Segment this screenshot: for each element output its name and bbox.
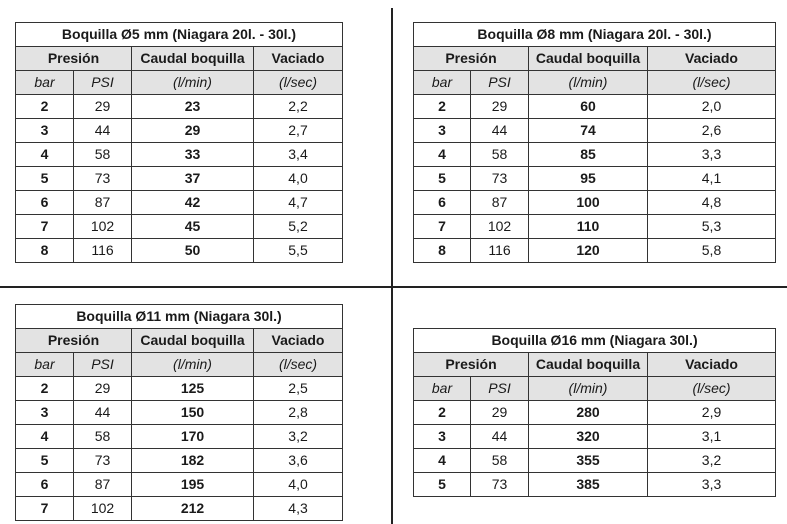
unit-row bbox=[414, 377, 776, 401]
empty-time-value: 4,8 bbox=[648, 191, 776, 215]
vaciado-header: Vaciado bbox=[648, 47, 776, 71]
unit-row bbox=[414, 71, 776, 95]
psi-value: 73 bbox=[74, 449, 132, 473]
bar-value: 6 bbox=[16, 473, 74, 497]
empty-time-value: 4,7 bbox=[254, 191, 343, 215]
unit-bar: bar bbox=[414, 71, 471, 95]
flow-value: 60 bbox=[529, 95, 648, 119]
vertical-divider bbox=[391, 8, 393, 524]
bar-value: 6 bbox=[16, 191, 74, 215]
psi-value: 73 bbox=[471, 473, 529, 497]
table-title: Boquilla Ø8 mm (Niagara 20l. - 30l.) bbox=[414, 23, 776, 47]
psi-value: 29 bbox=[74, 95, 132, 119]
psi-value: 87 bbox=[74, 473, 132, 497]
caudal-header: Caudal boquilla bbox=[132, 329, 254, 353]
bar-value: 3 bbox=[414, 119, 471, 143]
psi-value: 73 bbox=[74, 167, 132, 191]
table-row bbox=[414, 143, 776, 167]
table-row bbox=[16, 95, 343, 119]
psi-value: 116 bbox=[471, 239, 529, 263]
table-row bbox=[16, 239, 343, 263]
unit-bar: bar bbox=[414, 377, 471, 401]
bar-value: 3 bbox=[16, 401, 74, 425]
unit-psi: PSI bbox=[471, 71, 529, 95]
flow-value: 23 bbox=[132, 95, 254, 119]
bar-value: 4 bbox=[414, 143, 471, 167]
bar-value: 5 bbox=[414, 167, 471, 191]
table-row bbox=[16, 401, 343, 425]
bar-value: 8 bbox=[16, 239, 74, 263]
psi-value: 29 bbox=[74, 377, 132, 401]
empty-time-value: 2,0 bbox=[648, 95, 776, 119]
flow-value: 320 bbox=[529, 425, 648, 449]
unit-caudal: (l/min) bbox=[132, 71, 254, 95]
table-row bbox=[414, 473, 776, 497]
flow-value: 385 bbox=[529, 473, 648, 497]
empty-time-value: 5,8 bbox=[648, 239, 776, 263]
empty-time-value: 4,1 bbox=[648, 167, 776, 191]
empty-time-value: 3,6 bbox=[254, 449, 343, 473]
table-row bbox=[414, 425, 776, 449]
presion-header: Presión bbox=[16, 47, 132, 71]
bar-value: 7 bbox=[16, 215, 74, 239]
table-row bbox=[16, 143, 343, 167]
table-row bbox=[16, 425, 343, 449]
psi-value: 58 bbox=[471, 143, 529, 167]
table-row bbox=[414, 167, 776, 191]
psi-value: 102 bbox=[74, 215, 132, 239]
flow-value: 150 bbox=[132, 401, 254, 425]
empty-time-value: 3,2 bbox=[648, 449, 776, 473]
empty-time-value: 3,1 bbox=[648, 425, 776, 449]
nozzle-table-11mm bbox=[15, 304, 343, 521]
table-title: Boquilla Ø16 mm (Niagara 30l.) bbox=[414, 329, 776, 353]
empty-time-value: 5,2 bbox=[254, 215, 343, 239]
caudal-header: Caudal boquilla bbox=[529, 353, 648, 377]
presion-header: Presión bbox=[414, 47, 529, 71]
empty-time-value: 2,5 bbox=[254, 377, 343, 401]
table-row bbox=[16, 497, 343, 521]
bar-value: 7 bbox=[414, 215, 471, 239]
vaciado-header: Vaciado bbox=[254, 329, 343, 353]
unit-vaciado: (l/sec) bbox=[254, 71, 343, 95]
unit-psi: PSI bbox=[471, 377, 529, 401]
table-title-row bbox=[414, 329, 776, 353]
bar-value: 2 bbox=[414, 95, 471, 119]
table-row bbox=[414, 191, 776, 215]
psi-value: 116 bbox=[74, 239, 132, 263]
flow-value: 110 bbox=[529, 215, 648, 239]
unit-caudal: (l/min) bbox=[529, 377, 648, 401]
presion-header: Presión bbox=[16, 329, 132, 353]
unit-psi: PSI bbox=[74, 353, 132, 377]
nozzle-table-5mm bbox=[15, 22, 343, 263]
empty-time-value: 5,5 bbox=[254, 239, 343, 263]
table-row bbox=[16, 473, 343, 497]
empty-time-value: 2,2 bbox=[254, 95, 343, 119]
table-title: Boquilla Ø11 mm (Niagara 30l.) bbox=[16, 305, 343, 329]
flow-value: 42 bbox=[132, 191, 254, 215]
empty-time-value: 4,3 bbox=[254, 497, 343, 521]
psi-value: 102 bbox=[471, 215, 529, 239]
unit-vaciado: (l/sec) bbox=[254, 353, 343, 377]
bar-value: 4 bbox=[414, 449, 471, 473]
flow-value: 29 bbox=[132, 119, 254, 143]
unit-caudal: (l/min) bbox=[132, 353, 254, 377]
bar-value: 5 bbox=[414, 473, 471, 497]
bar-value: 6 bbox=[414, 191, 471, 215]
empty-time-value: 4,0 bbox=[254, 167, 343, 191]
nozzle-table-8mm bbox=[413, 22, 776, 263]
header-row bbox=[414, 47, 776, 71]
flow-value: 74 bbox=[529, 119, 648, 143]
table-row bbox=[414, 401, 776, 425]
unit-vaciado: (l/sec) bbox=[648, 377, 776, 401]
vaciado-header: Vaciado bbox=[648, 353, 776, 377]
psi-value: 44 bbox=[74, 401, 132, 425]
empty-time-value: 3,3 bbox=[648, 143, 776, 167]
bar-value: 7 bbox=[16, 497, 74, 521]
psi-value: 73 bbox=[471, 167, 529, 191]
psi-value: 102 bbox=[74, 497, 132, 521]
table-row bbox=[16, 167, 343, 191]
table-row bbox=[16, 377, 343, 401]
flow-value: 33 bbox=[132, 143, 254, 167]
empty-time-value: 2,7 bbox=[254, 119, 343, 143]
bar-value: 3 bbox=[414, 425, 471, 449]
empty-time-value: 2,8 bbox=[254, 401, 343, 425]
nozzle-table-16mm bbox=[413, 328, 776, 497]
flow-value: 37 bbox=[132, 167, 254, 191]
empty-time-value: 2,9 bbox=[648, 401, 776, 425]
psi-value: 44 bbox=[471, 119, 529, 143]
flow-value: 85 bbox=[529, 143, 648, 167]
horizontal-divider bbox=[0, 286, 787, 288]
table-row bbox=[16, 119, 343, 143]
table-title-row bbox=[16, 305, 343, 329]
psi-value: 29 bbox=[471, 401, 529, 425]
unit-row bbox=[16, 353, 343, 377]
header-row bbox=[414, 353, 776, 377]
bar-value: 2 bbox=[414, 401, 471, 425]
bar-value: 2 bbox=[16, 377, 74, 401]
table-row bbox=[414, 119, 776, 143]
psi-value: 58 bbox=[74, 143, 132, 167]
flow-value: 125 bbox=[132, 377, 254, 401]
unit-vaciado: (l/sec) bbox=[648, 71, 776, 95]
table-row bbox=[16, 191, 343, 215]
psi-value: 29 bbox=[471, 95, 529, 119]
unit-bar: bar bbox=[16, 71, 74, 95]
bar-value: 4 bbox=[16, 143, 74, 167]
flow-value: 182 bbox=[132, 449, 254, 473]
empty-time-value: 3,3 bbox=[648, 473, 776, 497]
unit-row bbox=[16, 71, 343, 95]
psi-value: 87 bbox=[74, 191, 132, 215]
flow-value: 170 bbox=[132, 425, 254, 449]
psi-value: 44 bbox=[74, 119, 132, 143]
presion-header: Presión bbox=[414, 353, 529, 377]
psi-value: 87 bbox=[471, 191, 529, 215]
table-row bbox=[16, 449, 343, 473]
flow-value: 45 bbox=[132, 215, 254, 239]
table-row bbox=[414, 95, 776, 119]
vaciado-header: Vaciado bbox=[254, 47, 343, 71]
bar-value: 3 bbox=[16, 119, 74, 143]
header-row bbox=[16, 47, 343, 71]
bar-value: 5 bbox=[16, 449, 74, 473]
flow-value: 355 bbox=[529, 449, 648, 473]
psi-value: 44 bbox=[471, 425, 529, 449]
bar-value: 2 bbox=[16, 95, 74, 119]
table-row bbox=[414, 239, 776, 263]
table-title-row bbox=[16, 23, 343, 47]
header-row bbox=[16, 329, 343, 353]
empty-time-value: 4,0 bbox=[254, 473, 343, 497]
table-title: Boquilla Ø5 mm (Niagara 20l. - 30l.) bbox=[16, 23, 343, 47]
flow-value: 280 bbox=[529, 401, 648, 425]
bar-value: 4 bbox=[16, 425, 74, 449]
unit-psi: PSI bbox=[74, 71, 132, 95]
empty-time-value: 2,6 bbox=[648, 119, 776, 143]
flow-value: 50 bbox=[132, 239, 254, 263]
flow-value: 195 bbox=[132, 473, 254, 497]
caudal-header: Caudal boquilla bbox=[529, 47, 648, 71]
table-row bbox=[414, 215, 776, 239]
psi-value: 58 bbox=[74, 425, 132, 449]
empty-time-value: 3,4 bbox=[254, 143, 343, 167]
flow-value: 120 bbox=[529, 239, 648, 263]
unit-caudal: (l/min) bbox=[529, 71, 648, 95]
empty-time-value: 3,2 bbox=[254, 425, 343, 449]
bar-value: 8 bbox=[414, 239, 471, 263]
flow-value: 95 bbox=[529, 167, 648, 191]
psi-value: 58 bbox=[471, 449, 529, 473]
caudal-header: Caudal boquilla bbox=[132, 47, 254, 71]
empty-time-value: 5,3 bbox=[648, 215, 776, 239]
table-row bbox=[16, 215, 343, 239]
table-row bbox=[414, 449, 776, 473]
table-title-row bbox=[414, 23, 776, 47]
bar-value: 5 bbox=[16, 167, 74, 191]
flow-value: 212 bbox=[132, 497, 254, 521]
unit-bar: bar bbox=[16, 353, 74, 377]
flow-value: 100 bbox=[529, 191, 648, 215]
